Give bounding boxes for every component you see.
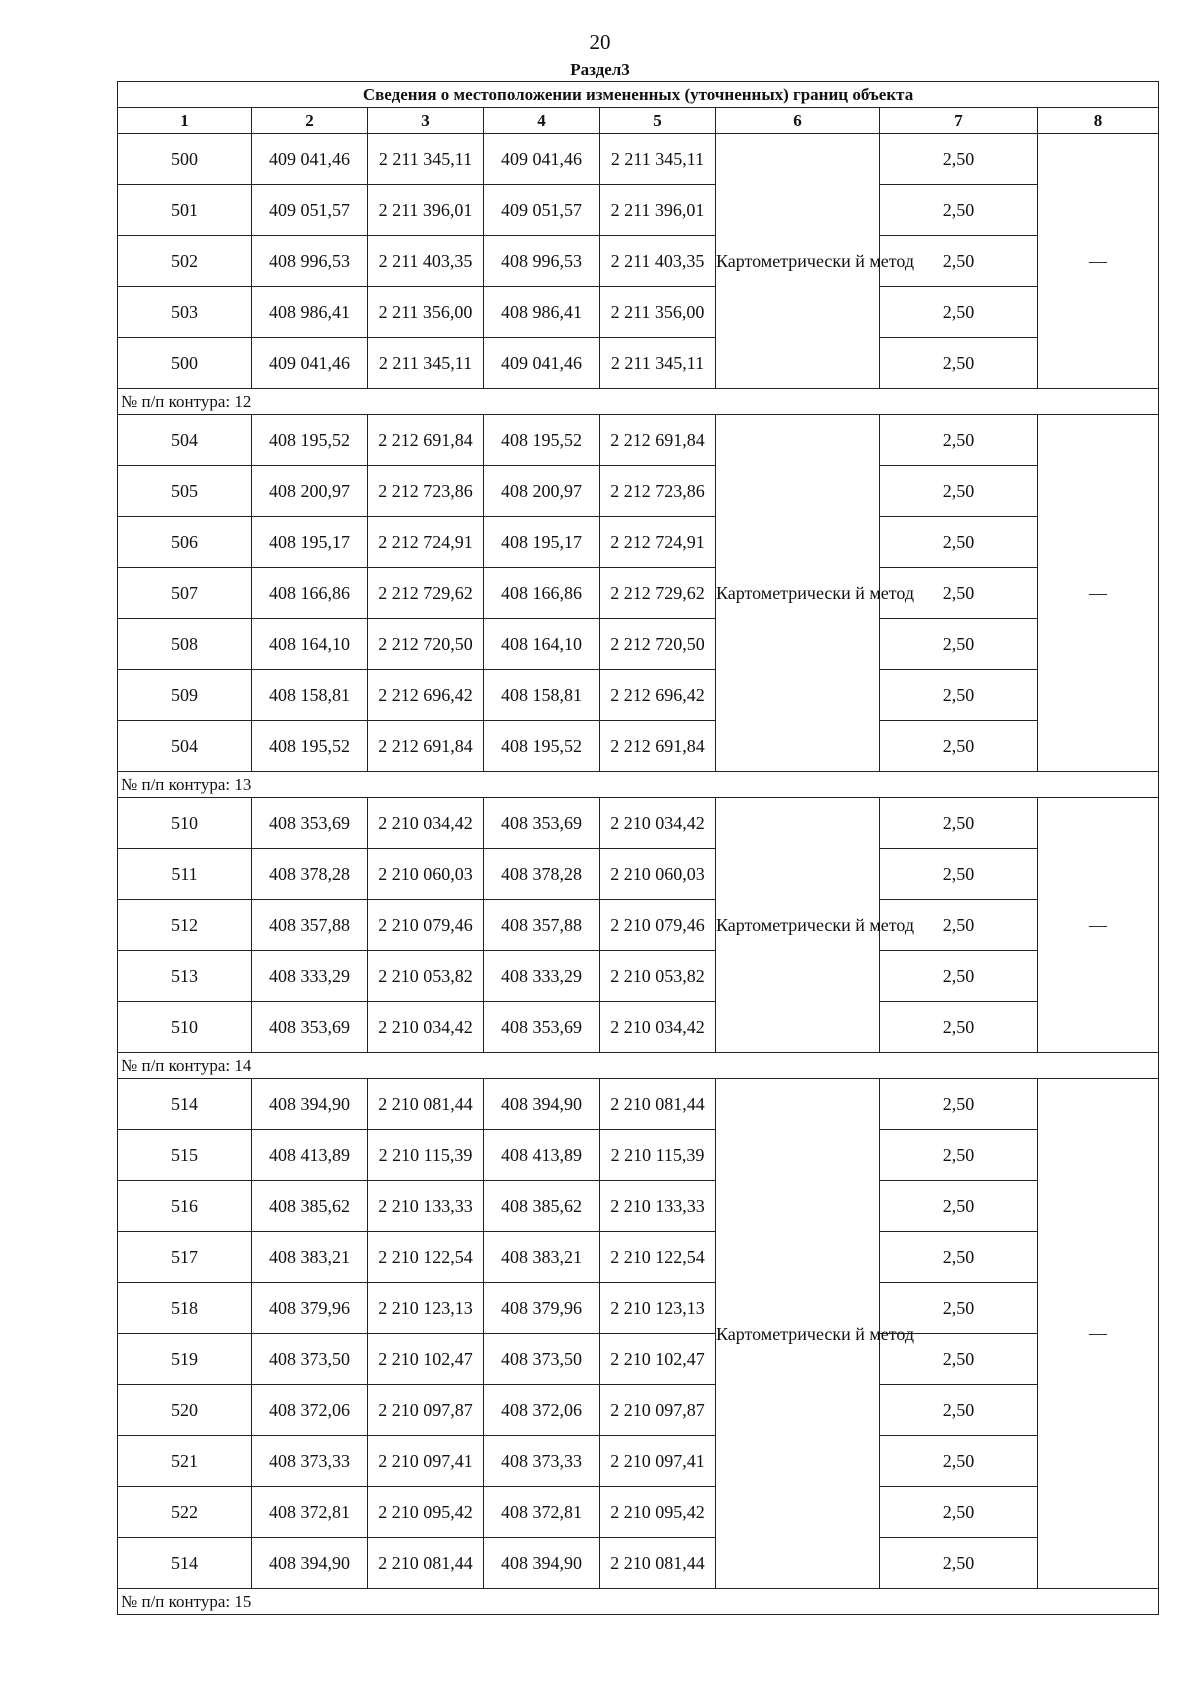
y-new-cell: 2 210 097,41	[600, 1436, 716, 1487]
point-number-cell: 519	[118, 1334, 252, 1385]
column-header: 5	[600, 108, 716, 134]
accuracy-cell: 2,50	[880, 1283, 1038, 1334]
accuracy-cell: 2,50	[880, 670, 1038, 721]
y-new-cell: 2 210 122,54	[600, 1232, 716, 1283]
y-new-cell: 2 212 723,86	[600, 466, 716, 517]
y-new-cell: 2 211 396,01	[600, 185, 716, 236]
table-row	[118, 517, 1159, 568]
table-caption: Сведения о местоположении измененных (уточненных) границ объекта	[118, 82, 1159, 108]
accuracy-cell: 2,50	[880, 1130, 1038, 1181]
page-number: 20	[589, 30, 611, 54]
y-new-cell: 2 210 095,42	[600, 1487, 716, 1538]
y-old-cell: 2 212 696,42	[368, 670, 484, 721]
table-row	[118, 134, 1159, 185]
point-number-cell: 504	[118, 721, 252, 772]
x-new-cell: 409 051,57	[484, 185, 600, 236]
x-new-cell: 409 041,46	[484, 338, 600, 389]
accuracy-cell: 2,50	[880, 619, 1038, 670]
y-new-cell: 2 212 720,50	[600, 619, 716, 670]
x-new-cell: 408 166,86	[484, 568, 600, 619]
method-cell: Картометрически й метод	[716, 415, 880, 772]
x-old-cell: 408 195,52	[252, 721, 368, 772]
column-header: 7	[880, 108, 1038, 134]
y-old-cell: 2 212 729,62	[368, 568, 484, 619]
point-number-cell: 502	[118, 236, 252, 287]
accuracy-cell: 2,50	[880, 236, 1038, 287]
accuracy-cell: 2,50	[880, 185, 1038, 236]
table-row	[118, 1334, 1159, 1385]
point-number-cell: 506	[118, 517, 252, 568]
x-new-cell: 408 996,53	[484, 236, 600, 287]
accuracy-cell: 2,50	[880, 1181, 1038, 1232]
accuracy-cell: 2,50	[880, 1079, 1038, 1130]
accuracy-cell: 2,50	[880, 1436, 1038, 1487]
x-old-cell: 408 195,17	[252, 517, 368, 568]
point-number-cell: 522	[118, 1487, 252, 1538]
x-old-cell: 408 413,89	[252, 1130, 368, 1181]
y-old-cell: 2 211 356,00	[368, 287, 484, 338]
point-number-cell: 512	[118, 900, 252, 951]
y-new-cell: 2 210 081,44	[600, 1079, 716, 1130]
y-old-cell: 2 210 133,33	[368, 1181, 484, 1232]
point-number-cell: 513	[118, 951, 252, 1002]
y-new-cell: 2 212 724,91	[600, 517, 716, 568]
y-new-cell: 2 210 097,87	[600, 1385, 716, 1436]
accuracy-cell: 2,50	[880, 721, 1038, 772]
point-number-cell: 514	[118, 1079, 252, 1130]
accuracy-cell: 2,50	[880, 415, 1038, 466]
x-old-cell: 408 353,69	[252, 798, 368, 849]
x-new-cell: 408 413,89	[484, 1130, 600, 1181]
contour-label: № п/п контура: 15	[118, 1589, 1159, 1615]
y-old-cell: 2 210 079,46	[368, 900, 484, 951]
point-number-cell: 514	[118, 1538, 252, 1589]
note-cell: —	[1038, 1079, 1159, 1589]
x-old-cell: 408 195,52	[252, 415, 368, 466]
table-row	[118, 670, 1159, 721]
table-row	[118, 338, 1159, 389]
x-old-cell: 408 373,50	[252, 1334, 368, 1385]
x-new-cell: 408 353,69	[484, 1002, 600, 1053]
x-new-cell: 409 041,46	[484, 134, 600, 185]
point-number-cell: 520	[118, 1385, 252, 1436]
x-old-cell: 409 041,46	[252, 134, 368, 185]
y-old-cell: 2 210 053,82	[368, 951, 484, 1002]
x-old-cell: 409 041,46	[252, 338, 368, 389]
x-old-cell: 408 158,81	[252, 670, 368, 721]
y-old-cell: 2 210 102,47	[368, 1334, 484, 1385]
point-number-cell: 504	[118, 415, 252, 466]
x-old-cell: 409 051,57	[252, 185, 368, 236]
x-old-cell: 408 394,90	[252, 1538, 368, 1589]
method-cell: Картометрически й метод	[716, 1079, 880, 1589]
y-old-cell: 2 212 691,84	[368, 721, 484, 772]
contour-label: № п/п контура: 12	[118, 389, 1159, 415]
x-old-cell: 408 996,53	[252, 236, 368, 287]
x-new-cell: 408 385,62	[484, 1181, 600, 1232]
table-row	[118, 466, 1159, 517]
table-row	[118, 236, 1159, 287]
table-row	[118, 1079, 1159, 1130]
note-cell: —	[1038, 134, 1159, 389]
y-new-cell: 2 212 691,84	[600, 721, 716, 772]
accuracy-cell: 2,50	[880, 1487, 1038, 1538]
y-new-cell: 2 210 060,03	[600, 849, 716, 900]
y-new-cell: 2 210 115,39	[600, 1130, 716, 1181]
accuracy-cell: 2,50	[880, 951, 1038, 1002]
column-header: 4	[484, 108, 600, 134]
point-number-cell: 517	[118, 1232, 252, 1283]
x-old-cell: 408 166,86	[252, 568, 368, 619]
table-row	[118, 1385, 1159, 1436]
x-old-cell: 408 357,88	[252, 900, 368, 951]
point-number-cell: 500	[118, 338, 252, 389]
accuracy-cell: 2,50	[880, 1385, 1038, 1436]
table-body	[118, 134, 1159, 1615]
boundary-table	[117, 81, 1159, 1615]
table-row	[118, 849, 1159, 900]
table-row	[118, 900, 1159, 951]
point-number-cell: 511	[118, 849, 252, 900]
x-new-cell: 408 373,50	[484, 1334, 600, 1385]
x-new-cell: 408 986,41	[484, 287, 600, 338]
x-old-cell: 408 164,10	[252, 619, 368, 670]
accuracy-cell: 2,50	[880, 568, 1038, 619]
point-number-cell: 505	[118, 466, 252, 517]
table-row	[118, 287, 1159, 338]
x-new-cell: 408 373,33	[484, 1436, 600, 1487]
point-number-cell: 507	[118, 568, 252, 619]
point-number-cell: 501	[118, 185, 252, 236]
point-number-cell: 518	[118, 1283, 252, 1334]
column-header: 3	[368, 108, 484, 134]
y-new-cell: 2 212 696,42	[600, 670, 716, 721]
x-old-cell: 408 986,41	[252, 287, 368, 338]
contour-label: № п/п контура: 14	[118, 1053, 1159, 1079]
accuracy-cell: 2,50	[880, 900, 1038, 951]
accuracy-cell: 2,50	[880, 1002, 1038, 1053]
x-old-cell: 408 200,97	[252, 466, 368, 517]
table-row	[118, 1538, 1159, 1589]
table-row	[118, 1283, 1159, 1334]
point-number-cell: 500	[118, 134, 252, 185]
accuracy-cell: 2,50	[880, 1232, 1038, 1283]
accuracy-cell: 2,50	[880, 849, 1038, 900]
accuracy-cell: 2,50	[880, 517, 1038, 568]
y-old-cell: 2 211 345,11	[368, 338, 484, 389]
note-cell: —	[1038, 798, 1159, 1053]
accuracy-cell: 2,50	[880, 338, 1038, 389]
x-new-cell: 408 394,90	[484, 1079, 600, 1130]
y-old-cell: 2 210 122,54	[368, 1232, 484, 1283]
table-row	[118, 721, 1159, 772]
accuracy-cell: 2,50	[880, 466, 1038, 517]
y-old-cell: 2 210 095,42	[368, 1487, 484, 1538]
y-old-cell: 2 210 123,13	[368, 1283, 484, 1334]
x-old-cell: 408 383,21	[252, 1232, 368, 1283]
y-new-cell: 2 210 123,13	[600, 1283, 716, 1334]
x-new-cell: 408 195,52	[484, 415, 600, 466]
x-new-cell: 408 372,06	[484, 1385, 600, 1436]
y-new-cell: 2 210 102,47	[600, 1334, 716, 1385]
x-new-cell: 408 372,81	[484, 1487, 600, 1538]
y-old-cell: 2 212 720,50	[368, 619, 484, 670]
contour-row	[118, 1053, 1159, 1079]
table-row	[118, 1436, 1159, 1487]
note-cell: —	[1038, 415, 1159, 772]
y-new-cell: 2 210 034,42	[600, 798, 716, 849]
x-old-cell: 408 353,69	[252, 1002, 368, 1053]
y-old-cell: 2 210 097,87	[368, 1385, 484, 1436]
y-new-cell: 2 211 356,00	[600, 287, 716, 338]
point-number-cell: 509	[118, 670, 252, 721]
point-number-cell: 515	[118, 1130, 252, 1181]
x-old-cell: 408 333,29	[252, 951, 368, 1002]
table-row	[118, 1002, 1159, 1053]
point-number-cell: 510	[118, 798, 252, 849]
y-old-cell: 2 212 724,91	[368, 517, 484, 568]
y-new-cell: 2 211 345,11	[600, 338, 716, 389]
y-new-cell: 2 212 691,84	[600, 415, 716, 466]
x-new-cell: 408 379,96	[484, 1283, 600, 1334]
table-row	[118, 1487, 1159, 1538]
table-row	[118, 951, 1159, 1002]
y-new-cell: 2 210 034,42	[600, 1002, 716, 1053]
table-row	[118, 415, 1159, 466]
table-row	[118, 1181, 1159, 1232]
accuracy-cell: 2,50	[880, 798, 1038, 849]
method-cell: Картометрически й метод	[716, 798, 880, 1053]
y-old-cell: 2 210 034,42	[368, 1002, 484, 1053]
table-caption-row	[118, 82, 1159, 108]
y-old-cell: 2 210 081,44	[368, 1538, 484, 1589]
column-header: 1	[118, 108, 252, 134]
y-old-cell: 2 211 403,35	[368, 236, 484, 287]
contour-row	[118, 1589, 1159, 1615]
y-new-cell: 2 212 729,62	[600, 568, 716, 619]
column-header: 6	[716, 108, 880, 134]
y-new-cell: 2 210 133,33	[600, 1181, 716, 1232]
x-new-cell: 408 195,52	[484, 721, 600, 772]
x-new-cell: 408 200,97	[484, 466, 600, 517]
y-new-cell: 2 210 081,44	[600, 1538, 716, 1589]
y-old-cell: 2 210 060,03	[368, 849, 484, 900]
x-new-cell: 408 164,10	[484, 619, 600, 670]
point-number-cell: 516	[118, 1181, 252, 1232]
x-old-cell: 408 378,28	[252, 849, 368, 900]
x-new-cell: 408 158,81	[484, 670, 600, 721]
point-number-cell: 508	[118, 619, 252, 670]
y-old-cell: 2 210 115,39	[368, 1130, 484, 1181]
x-new-cell: 408 333,29	[484, 951, 600, 1002]
x-new-cell: 408 383,21	[484, 1232, 600, 1283]
x-old-cell: 408 394,90	[252, 1079, 368, 1130]
table-row	[118, 798, 1159, 849]
contour-row	[118, 389, 1159, 415]
method-cell: Картометрически й метод	[716, 134, 880, 389]
column-header: 2	[252, 108, 368, 134]
x-new-cell: 408 195,17	[484, 517, 600, 568]
table-row	[118, 619, 1159, 670]
x-old-cell: 408 373,33	[252, 1436, 368, 1487]
x-new-cell: 408 357,88	[484, 900, 600, 951]
y-old-cell: 2 210 097,41	[368, 1436, 484, 1487]
y-old-cell: 2 211 345,11	[368, 134, 484, 185]
x-new-cell: 408 353,69	[484, 798, 600, 849]
table-row	[118, 185, 1159, 236]
contour-label: № п/п контура: 13	[118, 772, 1159, 798]
table-row	[118, 568, 1159, 619]
y-old-cell: 2 210 081,44	[368, 1079, 484, 1130]
contour-row	[118, 772, 1159, 798]
point-number-cell: 510	[118, 1002, 252, 1053]
y-old-cell: 2 211 396,01	[368, 185, 484, 236]
section-title: Раздел3	[570, 60, 630, 79]
y-old-cell: 2 212 691,84	[368, 415, 484, 466]
accuracy-cell: 2,50	[880, 1334, 1038, 1385]
accuracy-cell: 2,50	[880, 134, 1038, 185]
x-new-cell: 408 378,28	[484, 849, 600, 900]
accuracy-cell: 2,50	[880, 1538, 1038, 1589]
y-new-cell: 2 210 079,46	[600, 900, 716, 951]
x-old-cell: 408 372,81	[252, 1487, 368, 1538]
y-new-cell: 2 211 345,11	[600, 134, 716, 185]
point-number-cell: 503	[118, 287, 252, 338]
y-new-cell: 2 211 403,35	[600, 236, 716, 287]
column-header: 8	[1038, 108, 1159, 134]
y-new-cell: 2 210 053,82	[600, 951, 716, 1002]
point-number-cell: 521	[118, 1436, 252, 1487]
y-old-cell: 2 212 723,86	[368, 466, 484, 517]
x-new-cell: 408 394,90	[484, 1538, 600, 1589]
column-header-row	[118, 108, 1159, 134]
y-old-cell: 2 210 034,42	[368, 798, 484, 849]
x-old-cell: 408 379,96	[252, 1283, 368, 1334]
x-old-cell: 408 372,06	[252, 1385, 368, 1436]
table-row	[118, 1130, 1159, 1181]
accuracy-cell: 2,50	[880, 287, 1038, 338]
table-row	[118, 1232, 1159, 1283]
x-old-cell: 408 385,62	[252, 1181, 368, 1232]
